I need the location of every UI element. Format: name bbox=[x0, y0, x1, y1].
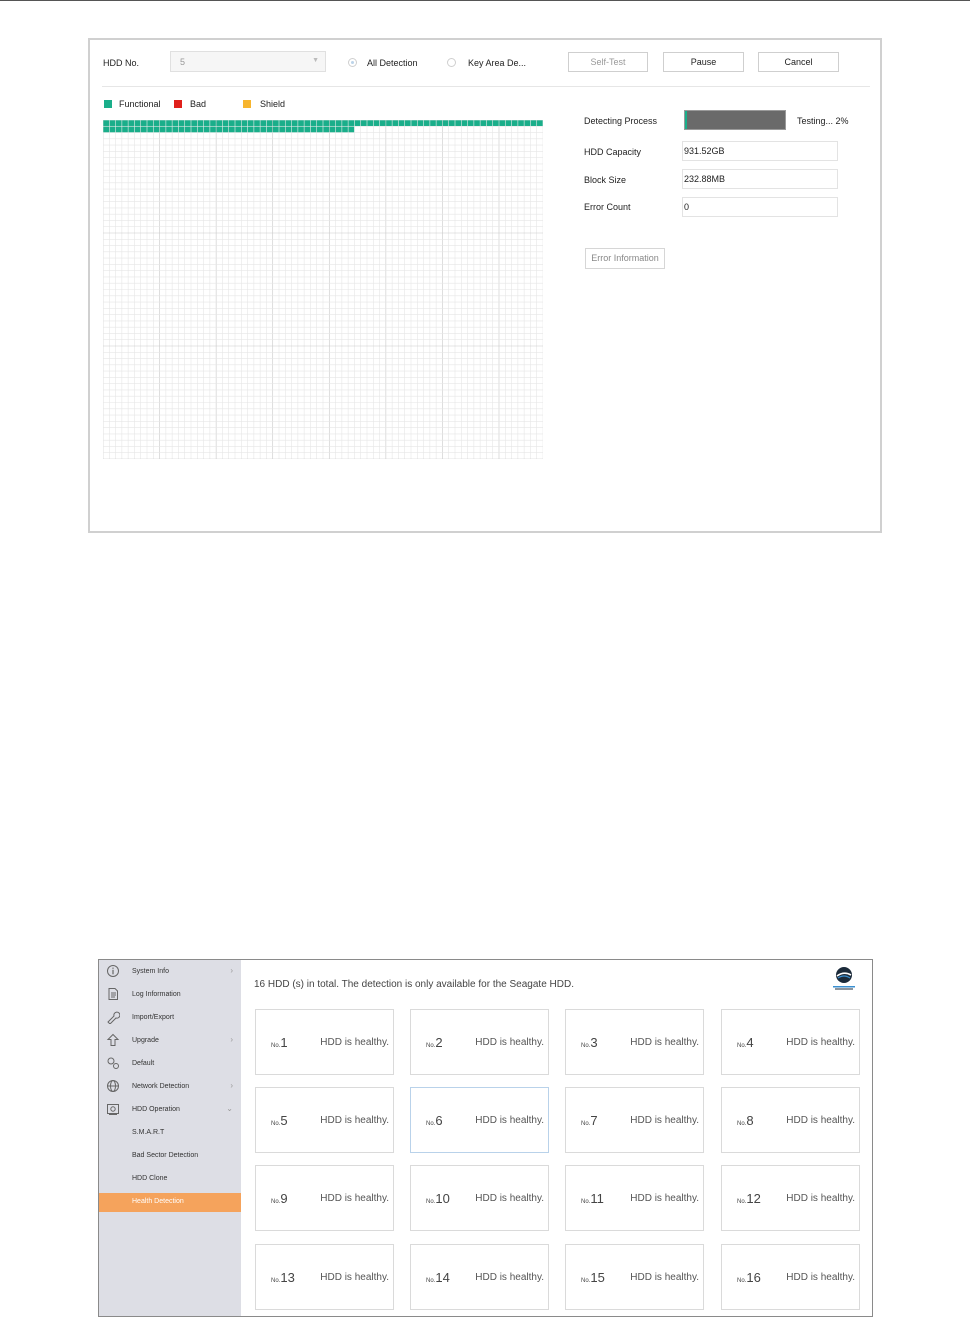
hdd-number-prefix: No. bbox=[271, 1278, 281, 1284]
functional-block bbox=[166, 127, 172, 133]
sidebar-item-health-detection[interactable] bbox=[99, 1193, 241, 1212]
sidebar-item-s-m-a-r-t[interactable] bbox=[99, 1124, 241, 1143]
functional-block bbox=[260, 120, 266, 126]
hdd-number-prefix: No. bbox=[271, 1121, 281, 1127]
hdd-capacity-label: HDD Capacity bbox=[584, 147, 642, 157]
sidebar bbox=[99, 960, 241, 1316]
functional-block bbox=[166, 120, 172, 126]
all-detection-label: All Detection bbox=[367, 58, 418, 68]
functional-block bbox=[141, 120, 147, 126]
functional-block bbox=[436, 120, 442, 126]
functional-block bbox=[279, 120, 285, 126]
functional-block bbox=[172, 127, 178, 133]
hdd-card[interactable] bbox=[721, 1165, 860, 1231]
sidebar-item-hdd-clone[interactable] bbox=[99, 1170, 241, 1189]
functional-block bbox=[223, 127, 229, 133]
info-icon bbox=[106, 964, 120, 978]
functional-block bbox=[260, 127, 266, 133]
hdd-number bbox=[737, 1191, 761, 1206]
sidebar-item-hdd-operation[interactable] bbox=[99, 1101, 241, 1120]
hdd-health-status: HDD is healthy. bbox=[320, 1037, 389, 1048]
sidebar-item-label: Upgrade bbox=[132, 1037, 159, 1044]
legend-label-bad: Bad bbox=[190, 99, 207, 109]
functional-block bbox=[462, 120, 468, 126]
hdd-number bbox=[737, 1270, 761, 1285]
hdd-card[interactable] bbox=[721, 1087, 860, 1153]
hdd-number-value: 5 bbox=[280, 1113, 288, 1128]
sidebar-item-log-information[interactable] bbox=[99, 986, 241, 1005]
hdd-health-status: HDD is healthy. bbox=[630, 1272, 699, 1283]
hdd-number-prefix: No. bbox=[426, 1043, 436, 1049]
functional-block bbox=[348, 127, 354, 133]
pause-button[interactable]: Pause bbox=[663, 52, 744, 72]
functional-block bbox=[411, 120, 417, 126]
functional-block bbox=[267, 120, 273, 126]
hdd-health-status: HDD is healthy. bbox=[475, 1272, 544, 1283]
hdd-number-value: 11 bbox=[590, 1191, 604, 1206]
functional-block bbox=[374, 120, 380, 126]
functional-block bbox=[304, 127, 310, 133]
hdd-no-value: 5 bbox=[180, 57, 186, 67]
cancel-button[interactable]: Cancel bbox=[758, 52, 839, 72]
bad-sector-detection-panel bbox=[88, 38, 882, 533]
functional-block bbox=[361, 120, 367, 126]
functional-block bbox=[487, 120, 493, 126]
functional-block bbox=[304, 120, 310, 126]
functional-block bbox=[198, 127, 204, 133]
functional-block bbox=[103, 120, 109, 126]
functional-block bbox=[248, 120, 254, 126]
sidebar-item-system-info[interactable] bbox=[99, 963, 241, 982]
hdd-number-value: 7 bbox=[590, 1113, 598, 1128]
sidebar-item-default[interactable] bbox=[99, 1055, 241, 1074]
functional-block bbox=[292, 120, 298, 126]
hdd-card[interactable] bbox=[565, 1009, 704, 1075]
hdd-number bbox=[581, 1270, 605, 1285]
functional-block bbox=[474, 120, 480, 126]
hdd-number bbox=[426, 1035, 443, 1050]
functional-block bbox=[449, 120, 455, 126]
functional-block bbox=[273, 120, 279, 126]
hdd-number bbox=[426, 1270, 450, 1285]
functional-block bbox=[392, 120, 398, 126]
functional-block bbox=[198, 120, 204, 126]
chevron-right-icon: › bbox=[230, 1081, 233, 1090]
functional-block bbox=[518, 120, 524, 126]
hdd-number-value: 16 bbox=[746, 1270, 761, 1285]
hdd-number-value: 4 bbox=[746, 1035, 754, 1050]
seagate-logo-icon bbox=[831, 965, 857, 991]
upload-arrow-icon bbox=[106, 1033, 120, 1047]
hdd-number-value: 2 bbox=[435, 1035, 443, 1050]
functional-block bbox=[342, 127, 348, 133]
functional-block bbox=[147, 127, 153, 133]
sidebar-item-label: Default bbox=[132, 1060, 155, 1067]
hdd-card[interactable] bbox=[410, 1087, 549, 1153]
hdd-number-value: 3 bbox=[590, 1035, 598, 1050]
functional-block bbox=[103, 127, 109, 133]
hdd-number-value: 6 bbox=[435, 1113, 443, 1128]
functional-block bbox=[141, 127, 147, 133]
error-information-button[interactable]: Error Information bbox=[585, 248, 665, 269]
functional-block bbox=[512, 120, 518, 126]
functional-block bbox=[204, 120, 210, 126]
block-size-field: 232.88MB bbox=[682, 169, 838, 189]
sidebar-item-network-detection[interactable] bbox=[99, 1078, 241, 1097]
hdd-number-value: 10 bbox=[435, 1191, 450, 1206]
functional-block bbox=[191, 127, 197, 133]
hdd-number-prefix: No. bbox=[737, 1199, 747, 1205]
functional-block bbox=[147, 120, 153, 126]
functional-block bbox=[524, 120, 530, 126]
functional-block bbox=[185, 127, 191, 133]
hdd-number-prefix: No. bbox=[581, 1199, 591, 1205]
hdd-number-prefix: No. bbox=[737, 1121, 747, 1127]
functional-block bbox=[355, 120, 361, 126]
hdd-card[interactable] bbox=[255, 1009, 394, 1075]
progress-fill bbox=[685, 111, 687, 129]
hdd-health-status: HDD is healthy. bbox=[786, 1037, 855, 1048]
wrench-icon bbox=[106, 1010, 120, 1024]
functional-block bbox=[122, 120, 128, 126]
hdd-health-status: HDD is healthy. bbox=[630, 1193, 699, 1204]
hdd-summary-text: 16 HDD (s) in total. The detection is only available for the Seagate HDD. bbox=[254, 979, 574, 990]
functional-block bbox=[254, 120, 260, 126]
hdd-number bbox=[271, 1270, 295, 1285]
block-size-label: Block Size bbox=[584, 175, 627, 185]
hdd-health-status: HDD is healthy. bbox=[320, 1272, 389, 1283]
functional-block bbox=[122, 127, 128, 133]
functional-block bbox=[254, 127, 260, 133]
functional-block bbox=[116, 120, 122, 126]
functional-block bbox=[348, 120, 354, 126]
hdd-card[interactable] bbox=[410, 1165, 549, 1231]
hdd-number-prefix: No. bbox=[426, 1278, 436, 1284]
document-icon bbox=[106, 987, 120, 1001]
functional-block bbox=[336, 120, 342, 126]
functional-block bbox=[443, 120, 449, 126]
functional-block bbox=[235, 127, 241, 133]
hdd-number bbox=[271, 1113, 288, 1128]
functional-block bbox=[493, 120, 499, 126]
progress-status: Testing... 2% bbox=[797, 116, 849, 126]
functional-block bbox=[380, 120, 386, 126]
functional-block bbox=[216, 127, 222, 133]
hdd-number-value: 14 bbox=[435, 1270, 450, 1285]
hdd-number-value: 1 bbox=[280, 1035, 288, 1050]
hdd-number bbox=[271, 1191, 288, 1206]
health-detection-window bbox=[98, 959, 873, 1317]
sidebar-item-bad-sector-detection[interactable] bbox=[99, 1147, 241, 1166]
functional-block bbox=[191, 120, 197, 126]
functional-block bbox=[311, 120, 317, 126]
hdd-number-prefix: No. bbox=[426, 1199, 436, 1205]
hdd-health-status: HDD is healthy. bbox=[475, 1037, 544, 1048]
hdd-number bbox=[737, 1113, 754, 1128]
functional-block bbox=[317, 127, 323, 133]
hdd-health-status: HDD is healthy. bbox=[786, 1193, 855, 1204]
hdd-number bbox=[581, 1191, 604, 1206]
functional-block bbox=[267, 127, 273, 133]
hdd-card[interactable] bbox=[565, 1087, 704, 1153]
hdd-number bbox=[426, 1113, 443, 1128]
functional-block bbox=[531, 120, 537, 126]
functional-block bbox=[424, 120, 430, 126]
hdd-card[interactable] bbox=[565, 1244, 704, 1310]
hdd-number-value: 13 bbox=[280, 1270, 295, 1285]
hdd-number bbox=[581, 1113, 598, 1128]
functional-block bbox=[499, 120, 505, 126]
hdd-card[interactable] bbox=[721, 1009, 860, 1075]
functional-block bbox=[154, 127, 160, 133]
sidebar-item-label: Import/Export bbox=[132, 1014, 175, 1021]
hdd-number-value: 8 bbox=[746, 1113, 754, 1128]
hdd-card[interactable] bbox=[255, 1244, 394, 1310]
hdd-number-prefix: No. bbox=[581, 1043, 591, 1049]
functional-block bbox=[418, 120, 424, 126]
hdd-number bbox=[581, 1035, 598, 1050]
sidebar-item-upgrade[interactable] bbox=[99, 1032, 241, 1051]
chevron-down-icon: ▼ bbox=[312, 57, 319, 64]
sidebar-item-label: System Info bbox=[132, 968, 169, 975]
sidebar-item-label: Network Detection bbox=[132, 1083, 190, 1090]
functional-block bbox=[229, 120, 235, 126]
hdd-health-status: HDD is healthy. bbox=[475, 1115, 544, 1126]
functional-block bbox=[235, 120, 241, 126]
hdd-number-value: 9 bbox=[280, 1191, 288, 1206]
hdd-no-label: HDD No. bbox=[103, 58, 140, 68]
hdd-number-prefix: No. bbox=[426, 1121, 436, 1127]
legend-swatch-functional bbox=[104, 100, 112, 108]
globe-icon bbox=[106, 1079, 120, 1093]
functional-block bbox=[336, 127, 342, 133]
sidebar-item-import-export[interactable] bbox=[99, 1009, 241, 1028]
chevron-down-icon: ⌄ bbox=[226, 1104, 233, 1113]
functional-block bbox=[292, 127, 298, 133]
functional-block bbox=[160, 120, 166, 126]
hdd-number-prefix: No. bbox=[581, 1121, 591, 1127]
functional-block bbox=[537, 120, 543, 126]
legend-label-functional: Functional bbox=[119, 99, 161, 109]
functional-block bbox=[179, 120, 185, 126]
functional-block bbox=[405, 120, 411, 126]
hdd-health-status: HDD is healthy. bbox=[320, 1193, 389, 1204]
functional-block bbox=[204, 127, 210, 133]
functional-block bbox=[455, 120, 461, 126]
sidebar-item-label: Log Information bbox=[132, 991, 181, 998]
functional-block bbox=[468, 120, 474, 126]
functional-block bbox=[506, 120, 512, 126]
header-divider bbox=[102, 86, 870, 87]
functional-block bbox=[317, 120, 323, 126]
hdd-health-status: HDD is healthy. bbox=[475, 1193, 544, 1204]
functional-block bbox=[210, 120, 216, 126]
error-count-label: Error Count bbox=[584, 202, 631, 212]
functional-block bbox=[242, 120, 248, 126]
legend-swatch-shield bbox=[243, 100, 251, 108]
hdd-number-prefix: No. bbox=[737, 1043, 747, 1049]
hdd-card[interactable] bbox=[721, 1244, 860, 1310]
detecting-progress-bar bbox=[684, 110, 786, 130]
sidebar-item-label: Bad Sector Detection bbox=[132, 1152, 199, 1159]
functional-block bbox=[223, 120, 229, 126]
functional-block bbox=[286, 127, 292, 133]
hdd-health-status: HDD is healthy. bbox=[786, 1272, 855, 1283]
legend-label-shield: Shield bbox=[260, 99, 286, 109]
hdd-health-status: HDD is healthy. bbox=[320, 1115, 389, 1126]
hdd-card[interactable] bbox=[255, 1087, 394, 1153]
functional-block bbox=[330, 127, 336, 133]
functional-block bbox=[116, 127, 122, 133]
functional-block bbox=[128, 127, 134, 133]
functional-block bbox=[279, 127, 285, 133]
block-status-grid bbox=[103, 120, 543, 459]
functional-block bbox=[248, 127, 254, 133]
functional-block bbox=[323, 120, 329, 126]
functional-block bbox=[242, 127, 248, 133]
functional-block bbox=[185, 120, 191, 126]
sidebar-item-label: S.M.A.R.T bbox=[132, 1129, 165, 1136]
hdd-number-prefix: No. bbox=[737, 1278, 747, 1284]
functional-block bbox=[311, 127, 317, 133]
functional-block bbox=[298, 120, 304, 126]
hdd-number bbox=[737, 1035, 754, 1050]
hdd-icon bbox=[106, 1102, 120, 1116]
hdd-number-value: 15 bbox=[590, 1270, 605, 1285]
functional-block bbox=[330, 120, 336, 126]
detecting-process-label: Detecting Process bbox=[584, 116, 658, 126]
functional-block bbox=[210, 127, 216, 133]
functional-block bbox=[154, 120, 160, 126]
functional-block bbox=[323, 127, 329, 133]
radio-key-area-detection[interactable] bbox=[447, 58, 456, 67]
functional-block bbox=[286, 120, 292, 126]
error-count-field: 0 bbox=[682, 197, 838, 217]
hdd-number-prefix: No. bbox=[581, 1278, 591, 1284]
gears-icon bbox=[106, 1056, 120, 1070]
functional-block bbox=[128, 120, 134, 126]
functional-block bbox=[160, 127, 166, 133]
sidebar-item-label: HDD Clone bbox=[132, 1175, 168, 1182]
hdd-number bbox=[271, 1035, 288, 1050]
functional-block bbox=[110, 127, 116, 133]
legend-swatch-bad bbox=[174, 100, 182, 108]
page-top-rule bbox=[0, 0, 970, 1]
chevron-right-icon: › bbox=[230, 1035, 233, 1044]
hdd-no-select[interactable] bbox=[170, 51, 326, 72]
self-test-button[interactable]: Self-Test bbox=[568, 52, 648, 72]
functional-block bbox=[273, 127, 279, 133]
hdd-card[interactable] bbox=[255, 1165, 394, 1231]
functional-block bbox=[342, 120, 348, 126]
hdd-health-status: HDD is healthy. bbox=[786, 1115, 855, 1126]
hdd-health-status: HDD is healthy. bbox=[630, 1037, 699, 1048]
hdd-health-status: HDD is healthy. bbox=[630, 1115, 699, 1126]
functional-block bbox=[480, 120, 486, 126]
sidebar-item-label: HDD Operation bbox=[132, 1106, 180, 1113]
functional-block bbox=[430, 120, 436, 126]
key-area-detection-label: Key Area De... bbox=[468, 58, 527, 68]
functional-block bbox=[135, 127, 141, 133]
hdd-number-prefix: No. bbox=[271, 1043, 281, 1049]
functional-block bbox=[179, 127, 185, 133]
hdd-number-value: 12 bbox=[746, 1191, 761, 1206]
hdd-capacity-field: 931.52GB bbox=[682, 141, 838, 161]
functional-block bbox=[298, 127, 304, 133]
functional-block bbox=[229, 127, 235, 133]
hdd-number-prefix: No. bbox=[271, 1199, 281, 1205]
hdd-card[interactable] bbox=[410, 1009, 549, 1075]
chevron-right-icon: › bbox=[230, 966, 233, 975]
functional-block bbox=[367, 120, 373, 126]
functional-block bbox=[216, 120, 222, 126]
functional-block bbox=[386, 120, 392, 126]
functional-block bbox=[135, 120, 141, 126]
sidebar-item-label: Health Detection bbox=[132, 1198, 184, 1205]
hdd-card[interactable] bbox=[565, 1165, 704, 1231]
functional-block bbox=[110, 120, 116, 126]
functional-block bbox=[172, 120, 178, 126]
hdd-card[interactable] bbox=[410, 1244, 549, 1310]
radio-all-detection[interactable] bbox=[348, 58, 357, 67]
functional-block bbox=[399, 120, 405, 126]
hdd-number bbox=[426, 1191, 450, 1206]
